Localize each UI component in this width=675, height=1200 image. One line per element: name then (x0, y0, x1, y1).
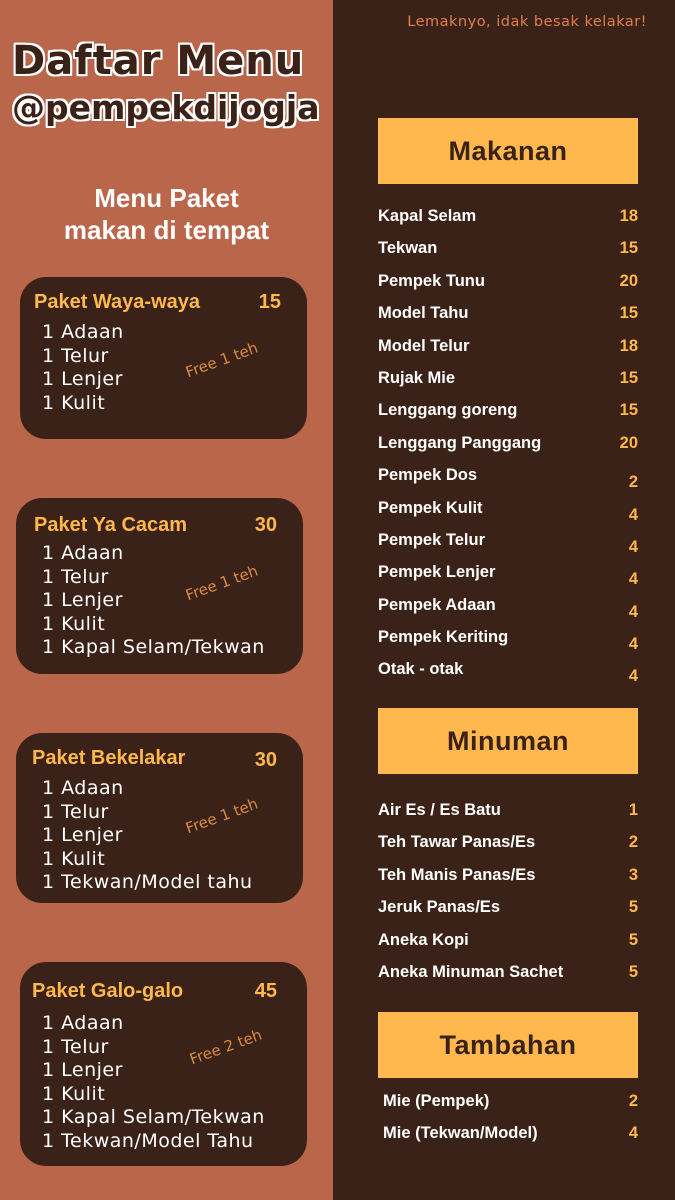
paket-item: 1 Kulit (42, 1082, 106, 1105)
menu-item (378, 801, 638, 833)
menu-item-name: Rujak Mie (378, 368, 456, 387)
free-tea-note: Free 1 teh (183, 338, 261, 382)
menu-item-price: 4 (628, 505, 638, 524)
menu-item-price: 4 (628, 1124, 638, 1143)
paket-item: 1 Tekwan/Model tahu (42, 871, 253, 893)
menu-item-name: Aneka Kopi (378, 930, 469, 949)
menu-item-price: 3 (628, 865, 638, 884)
menu-item (378, 304, 638, 336)
paket-item-list (42, 321, 124, 415)
paket-item: 1 Tekwan/Model Tahu (42, 1129, 254, 1152)
menu-item-price: 15 (619, 239, 638, 258)
menu-title: Daftar Menu (12, 38, 305, 84)
paket-item-list (42, 542, 265, 660)
menu-item (378, 596, 638, 628)
menu-item (378, 963, 638, 995)
paket-price: 15 (258, 291, 281, 313)
paket-item: 1 Kulit (42, 391, 106, 414)
menu-item-price: 18 (619, 207, 638, 225)
menu-item-price: 4 (628, 602, 638, 621)
menu-item (378, 272, 638, 304)
paket-item-list (42, 1012, 265, 1153)
menu-item (378, 866, 638, 898)
menu-item-name: Aneka Minuman Sachet (378, 962, 564, 981)
menu-item-price: 2 (628, 473, 638, 492)
paket-section-title-line1: Menu Paket (94, 183, 239, 213)
paket-card (16, 498, 303, 674)
menu-item (378, 628, 638, 660)
menu-item (378, 337, 638, 369)
menu-item-price: 20 (619, 433, 638, 452)
menu-item-name: Model Telur (378, 336, 470, 355)
paket-name: Paket Ya Cacam (34, 514, 188, 536)
menu-item-name: Pempek Kulit (378, 498, 483, 517)
free-tea-note: Free 1 teh (183, 794, 261, 838)
paket-item: 1 Adaan (42, 777, 124, 799)
menu-item-name: Mie (Pempek) (383, 1092, 490, 1110)
paket-item: 1 Adaan (42, 321, 124, 343)
menu-item-name: Jeruk Panas/Es (378, 898, 500, 917)
menu-item-price: 18 (619, 336, 638, 355)
makanan-list (378, 207, 638, 693)
menu-item-price: 1 (628, 801, 638, 819)
menu-item-name: Lenggang goreng (378, 401, 518, 420)
menu-item-name: Model Tahu (378, 304, 469, 323)
paket-price: 30 (254, 514, 277, 536)
menu-item-price: 2 (628, 833, 638, 852)
paket-item: 1 Kulit (42, 612, 106, 635)
menu-item-price: 5 (628, 930, 638, 949)
paket-item: 1 Kapal Selam/Tekwan (42, 636, 265, 658)
menu-item-name: Kapal Selam (378, 207, 477, 225)
paket-item: 1 Adaan (42, 542, 124, 564)
minuman-heading: Minuman (378, 708, 638, 774)
menu-item-name: Pempek Lenjer (378, 563, 496, 582)
menu-item-price: 4 (628, 570, 638, 589)
paket-item: 1 Telur (42, 800, 109, 823)
menu-item (378, 401, 638, 433)
menu-item-price: 20 (619, 271, 638, 290)
menu-item-name: Pempek Tunu (378, 271, 485, 290)
menu-item (378, 466, 638, 498)
menu-item (378, 660, 638, 692)
menu-item (378, 207, 638, 239)
menu-item-price: 15 (619, 368, 638, 387)
instagram-handle: @pempekdijogja (12, 88, 320, 127)
menu-item-price: 15 (619, 304, 638, 323)
paket-card (20, 962, 307, 1166)
menu-item (378, 563, 638, 595)
menu-item-price: 2 (628, 1092, 638, 1110)
menu-item (378, 1092, 638, 1124)
menu-item-price: 5 (628, 898, 638, 917)
paket-name: Paket Bekelakar (32, 747, 186, 769)
menu-item-price: 4 (628, 667, 638, 686)
menu-item-price: 15 (619, 401, 638, 420)
left-panel (0, 0, 333, 1200)
menu-item-name: Pempek Telur (378, 530, 485, 549)
paket-name: Paket Galo-galo (32, 980, 184, 1002)
menu-item-name: Pempek Keriting (378, 628, 509, 647)
menu-item-name: Tekwan (378, 239, 438, 258)
paket-price: 30 (254, 749, 277, 771)
paket-card (20, 277, 307, 439)
menu-item-name: Pempek Adaan (378, 595, 496, 614)
menu-item-name: Teh Tawar Panas/Es (378, 833, 536, 852)
paket-item: 1 Telur (42, 344, 109, 367)
paket-item-list (42, 777, 253, 895)
paket-item: 1 Lenjer (42, 589, 123, 611)
menu-item-price: 4 (628, 635, 638, 654)
paket-item: 1 Adaan (42, 1012, 124, 1034)
paket-card (16, 733, 303, 903)
paket-item: 1 Lenjer (42, 368, 123, 390)
tagline: Lemaknyo, idak besak kelakar! (407, 14, 647, 30)
paket-item: 1 Lenjer (42, 824, 123, 846)
menu-item (378, 369, 638, 401)
makanan-heading: Makanan (378, 118, 638, 184)
menu-item (378, 434, 638, 466)
menu-item (378, 833, 638, 865)
menu-item (378, 1124, 638, 1156)
menu-item (378, 898, 638, 930)
paket-item: 1 Kulit (42, 847, 106, 870)
menu-item (378, 499, 638, 531)
menu-item-price: 4 (628, 537, 638, 556)
menu-item-price: 5 (628, 962, 638, 981)
menu-item (378, 239, 638, 271)
paket-price: 45 (254, 980, 277, 1002)
tambahan-list (378, 1092, 638, 1157)
paket-name: Paket Waya-waya (34, 291, 201, 313)
menu-item (378, 531, 638, 563)
menu-item-name: Otak - otak (378, 660, 464, 679)
menu-item-name: Lenggang Panggang (378, 433, 542, 452)
menu-item-name: Mie (Tekwan/Model) (383, 1124, 538, 1143)
paket-item: 1 Kapal Selam/Tekwan (42, 1106, 265, 1128)
paket-item: 1 Lenjer (42, 1059, 123, 1081)
paket-section-title-line2: makan di tempat (63, 215, 270, 245)
paket-item: 1 Telur (42, 565, 109, 588)
tambahan-heading: Tambahan (378, 1012, 638, 1078)
paket-section-title (0, 182, 333, 246)
menu-item-name: Teh Manis Panas/Es (378, 865, 536, 884)
paket-item: 1 Telur (42, 1035, 109, 1058)
free-tea-note: Free 2 teh (187, 1025, 265, 1069)
menu-item-name: Pempek Dos (378, 466, 478, 485)
menu-item (378, 931, 638, 963)
free-tea-note: Free 1 teh (183, 561, 261, 605)
menu-item-name: Air Es / Es Batu (378, 801, 501, 819)
minuman-list (378, 801, 638, 995)
